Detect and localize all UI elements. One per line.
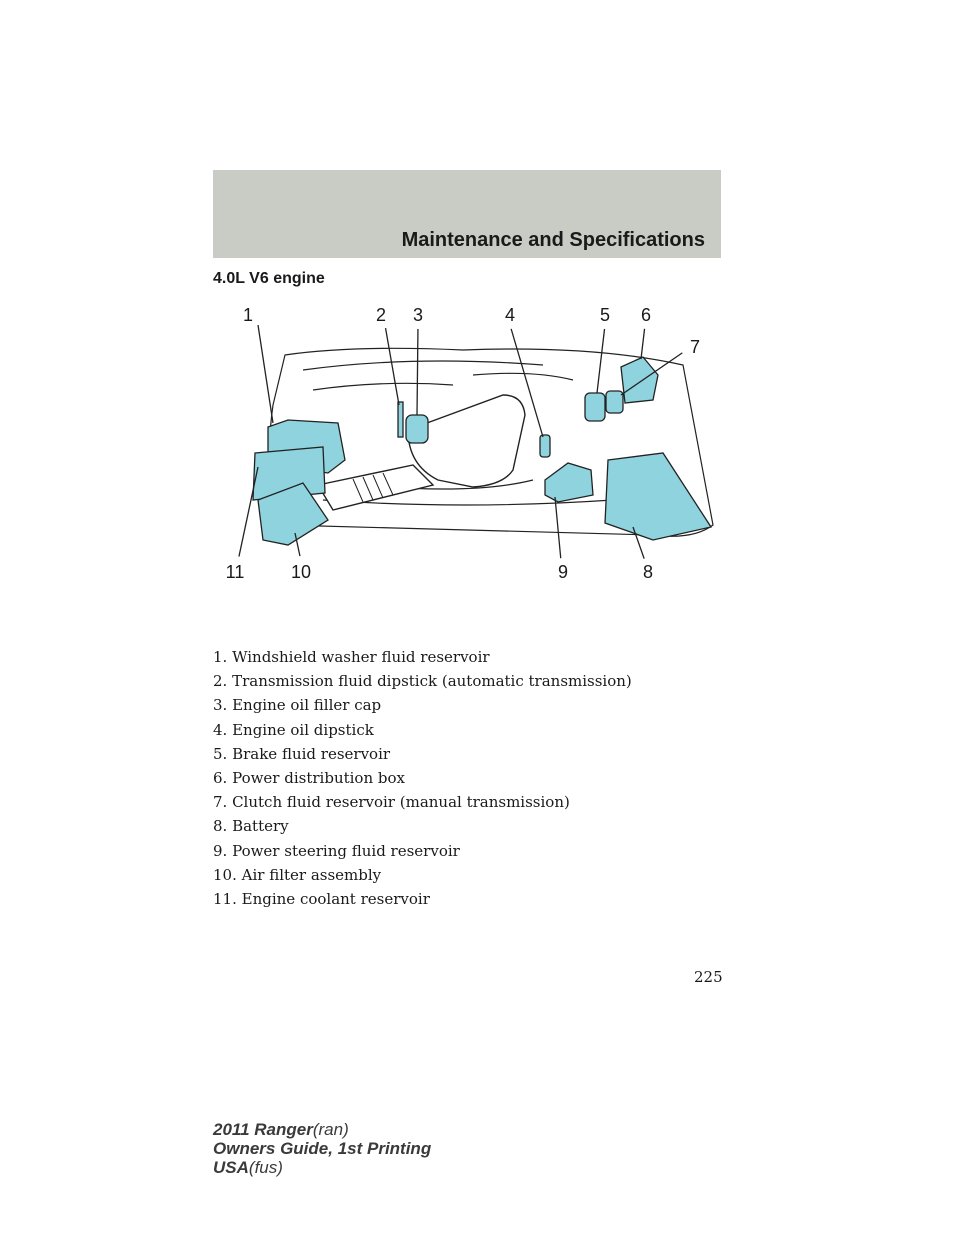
- engine-diagram: [213, 295, 721, 595]
- footer-line-3: [213, 1158, 431, 1177]
- legend-list: [213, 645, 632, 911]
- footer-model-code: (ran): [312, 1120, 349, 1139]
- footer-line-1: [213, 1120, 431, 1139]
- footer-model: 2011 Ranger: [213, 1120, 313, 1139]
- svg-text:7: 7: [689, 337, 701, 357]
- footer: [213, 1120, 431, 1177]
- svg-text:3: 3: [412, 305, 424, 325]
- legend-item: 5. Brake fluid reservoir: [213, 744, 391, 763]
- legend-item: 9. Power steering fluid reservoir: [213, 841, 460, 860]
- legend-item: 2. Transmission fluid dipstick (automatic transmission): [213, 672, 632, 691]
- legend-item: 4. Engine oil dipstick: [213, 720, 374, 739]
- page-number: 225: [694, 968, 723, 986]
- callout-5: [591, 301, 619, 329]
- footer-market: USA: [213, 1158, 249, 1177]
- callout-6: [632, 301, 660, 329]
- callout-11: [219, 556, 251, 588]
- oil-dipstick: [540, 435, 550, 457]
- header-band: [213, 170, 721, 258]
- clutch-fluid-reservoir: [606, 391, 623, 413]
- legend-item: 8. Battery: [213, 817, 289, 836]
- page-title: Maintenance and Specifications: [401, 229, 705, 251]
- svg-text:2: 2: [375, 305, 387, 325]
- callout-2: [367, 301, 395, 329]
- transmission-dipstick: [398, 402, 403, 437]
- legend-item: 7. Clutch fluid reservoir (manual transmission): [213, 793, 570, 812]
- svg-text:5: 5: [599, 305, 611, 325]
- legend-item: 3. Engine oil filler cap: [213, 696, 382, 715]
- footer-line-2: Owners Guide, 1st Printing: [213, 1139, 432, 1158]
- power-steering-reservoir: [545, 463, 593, 502]
- callout-9: [549, 558, 577, 586]
- footer-market-code: (fus): [248, 1158, 283, 1177]
- callout-3: [404, 301, 432, 329]
- callout-7: [681, 333, 709, 361]
- svg-text:6: 6: [640, 305, 652, 325]
- callout-4: [496, 301, 524, 329]
- svg-text:10: 10: [290, 562, 312, 582]
- callout-1: [234, 301, 262, 329]
- svg-text:8: 8: [642, 562, 654, 582]
- section-heading: 4.0L V6 engine: [213, 270, 325, 287]
- callout-10: [285, 556, 317, 588]
- svg-text:4: 4: [504, 305, 516, 325]
- legend-item: 11. Engine coolant reservoir: [213, 889, 430, 908]
- svg-text:9: 9: [557, 562, 569, 582]
- oil-filler-cap: [406, 415, 428, 443]
- battery: [605, 453, 711, 540]
- svg-text:1: 1: [242, 305, 254, 325]
- brake-fluid-reservoir: [585, 393, 605, 421]
- power-distribution-box: [621, 357, 658, 403]
- callout-8: [634, 558, 662, 586]
- legend-item: 1. Windshield washer fluid reservoir: [213, 648, 490, 666]
- legend-item: 6. Power distribution box: [213, 768, 405, 787]
- svg-text:11: 11: [225, 562, 245, 582]
- legend-item: 10. Air filter assembly: [213, 865, 382, 884]
